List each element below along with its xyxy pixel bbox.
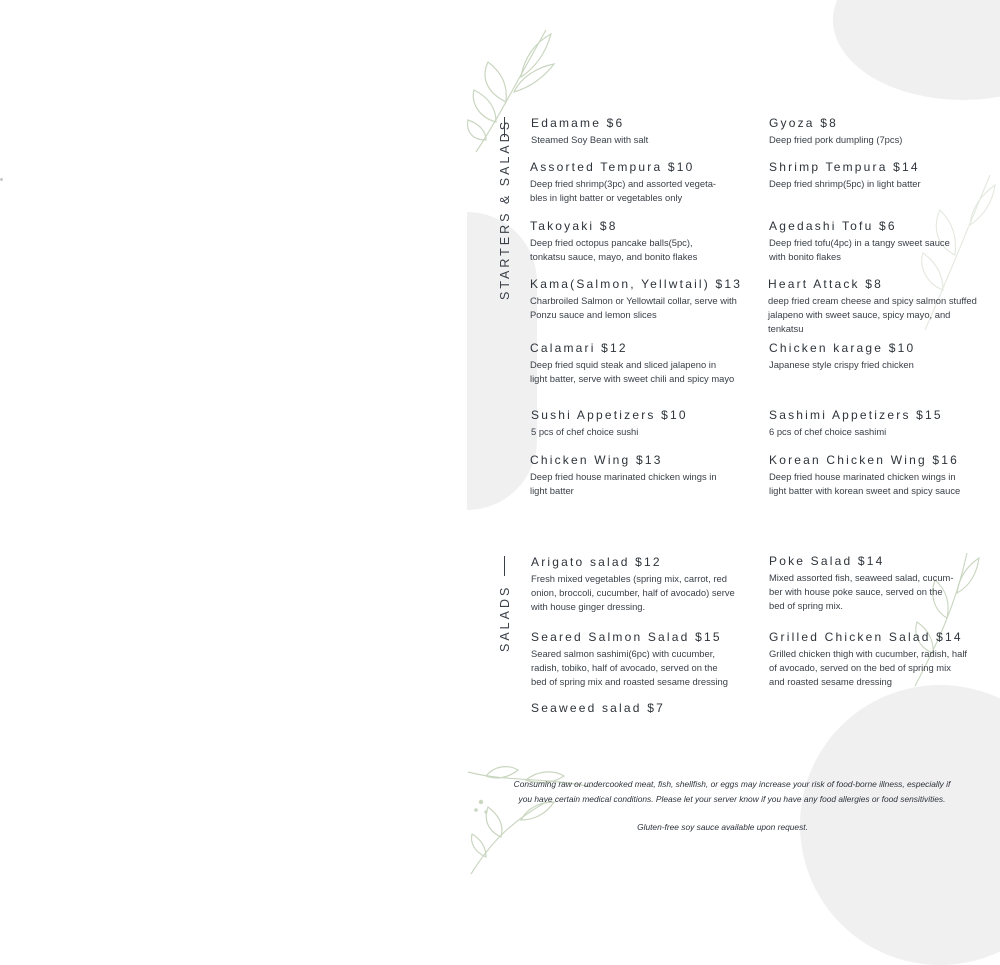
gluten-free-note: Gluten-free soy sauce available upon request. <box>637 822 808 832</box>
menu-item-description: Japanese style crispy fried chicken <box>769 359 914 370</box>
section-divider-salads <box>504 556 505 576</box>
menu-item-name: Sashimi Appetizers $15 <box>769 408 943 422</box>
menu-item-name: Kama(Salmon, Yellwtail) $13 <box>530 277 743 291</box>
menu-item-description: 5 pcs of chef choice sushi <box>531 426 639 437</box>
menu-item-name: Assorted Tempura $10 <box>530 160 695 174</box>
menu-item-description: Deep fried pork dumpling (7pcs) <box>769 134 903 145</box>
menu-item-description: Deep fried octopus pancake balls(5pc), tonkatsu sauce, mayo, and bonito flakes <box>530 237 698 262</box>
menu-item-name: Seared Salmon Salad $15 <box>531 630 722 644</box>
menu-item-agedashi-tofu <box>769 219 954 264</box>
menu-item-takoyaki <box>530 219 730 264</box>
menu-item-name: Arigato salad $12 <box>531 555 662 569</box>
menu-item-description: Deep fried house marinated chicken wings in light batter with korean sweet and spicy sauce <box>769 471 961 496</box>
menu-item-grilled-chicken-salad <box>769 630 969 689</box>
menu-item-sashimi-appetizers <box>769 408 994 439</box>
menu-item-description: Mixed assorted fish, seaweed salad, cucum- ber with house poke sauce, served on the bed of spring mix. <box>769 572 954 611</box>
menu-item-description: Deep fried squid steak and sliced jalapeno in light batter, serve with sweet chili and spicy mayo <box>530 359 735 384</box>
menu-item-chicken-karage <box>769 341 994 372</box>
menu-item-sushi-appetizers <box>531 408 756 439</box>
menu-item-name: Grilled Chicken Salad $14 <box>769 630 963 644</box>
menu-item-poke-salad <box>769 554 954 613</box>
menu-item-heart-attack <box>768 277 986 336</box>
menu-item-arigato-salad <box>531 555 751 614</box>
menu-item-calamari <box>530 341 735 386</box>
menu-item-name: Chicken Wing $13 <box>530 453 663 467</box>
menu-item-chicken-wing <box>530 453 725 498</box>
menu-item-description: Seared salmon sashimi(6pc) with cucumber, radish, tobiko, half of avocado, served on the bed of spring mix and roasted sesame dressing <box>531 648 728 687</box>
section-title-salads: SALADS <box>498 584 512 652</box>
menu-item-seared-salmon-salad <box>531 630 731 689</box>
menu-item-name: Chicken karage $10 <box>769 341 916 355</box>
menu-item-name: Heart Attack $8 <box>768 277 884 291</box>
menu-item-name: Sushi Appetizers $10 <box>531 408 688 422</box>
menu-item-description: Grilled chicken thigh with cucumber, radish, half of avocado, served on the bed of spring mix and roasted sesame dressing <box>769 648 968 687</box>
raw-food-warning: Consuming raw or undercooked meat, fish, shellfish, or eggs may increase your risk of food-borne illness, especially if you have certain medical conditions. Please let your server know if you have any food allergies or food sensitivities. <box>513 779 951 804</box>
menu-item-name: Korean Chicken Wing $16 <box>769 453 960 467</box>
menu-item-description: Deep fried house marinated chicken wings in light batter <box>530 471 717 496</box>
menu-item-name: Agedashi Tofu $6 <box>769 219 897 233</box>
menu-item-seaweed-salad <box>531 701 756 718</box>
menu-item-name: Poke Salad $14 <box>769 554 885 568</box>
menu-item-name: Calamari $12 <box>530 341 628 355</box>
menu-item-name: Edamame $6 <box>531 116 625 130</box>
menu-item-assorted-tempura <box>530 160 720 205</box>
menu-item-description: 6 pcs of chef choice sashimi <box>769 426 887 437</box>
menu-item-kama <box>530 277 743 322</box>
menu-item-description: Deep fried shrimp(5pc) in light batter <box>769 178 921 189</box>
section-title-starters: STARTERS & SALADS <box>498 118 512 300</box>
stray-dot <box>0 178 3 181</box>
menu-item-description: Deep fried tofu(4pc) in a tangy sweet sauce with bonito flakes <box>769 237 950 262</box>
menu-item-shrimp-tempura <box>769 160 994 191</box>
menu-item-description: Fresh mixed vegetables (spring mix, carrot, red onion, broccoli, cucumber, half of avocado) serve with house ginger dressing. <box>531 573 735 612</box>
menu-item-description: deep fried cream cheese and spicy salmon stuffed jalapeno with sweet sauce, spicy mayo, and tenkatsu <box>768 295 977 334</box>
menu-item-name: Gyoza $8 <box>769 116 838 130</box>
menu-item-description: Steamed Soy Bean with salt <box>531 134 649 145</box>
menu-item-edamame <box>531 116 756 147</box>
menu-item-korean-chicken-wing <box>769 453 969 498</box>
menu-item-name: Seaweed salad $7 <box>531 701 665 715</box>
menu-item-gyoza <box>769 116 994 147</box>
menu-item-name: Takoyaki $8 <box>530 219 618 233</box>
menu-item-description: Charbroiled Salmon or Yellowtail collar, serve with Ponzu sauce and lemon slices <box>530 295 737 320</box>
menu-item-description: Deep fried shrimp(3pc) and assorted vegeta- bles in light batter or vegetables only <box>530 178 717 203</box>
menu-item-name: Shrimp Tempura $14 <box>769 160 920 174</box>
background-circle-top-right <box>833 0 1000 100</box>
